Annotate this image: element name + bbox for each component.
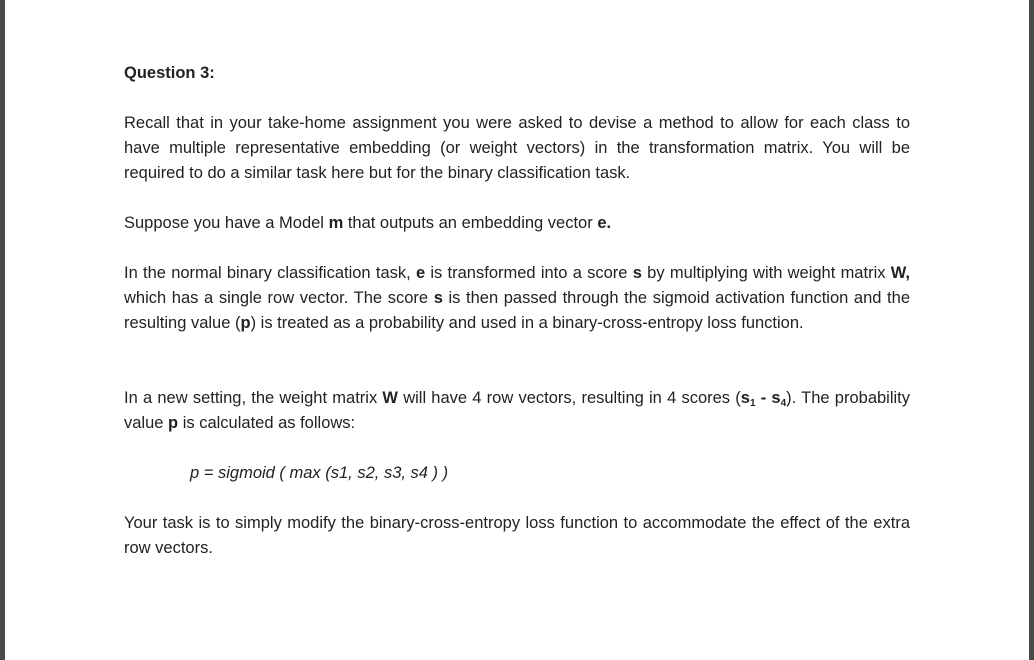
- paragraph-model: [124, 211, 910, 236]
- embedding-symbol: e.: [597, 214, 612, 232]
- score-s1-subscript: 1: [749, 398, 756, 409]
- formula: p = sigmoid ( max (s1, s2, s3, s4 ) ): [190, 464, 449, 482]
- model-text-c: that outputs an embedding vector: [343, 214, 598, 232]
- new-text-i: is calculated as follows:: [178, 414, 356, 432]
- paragraph-normal-task: [124, 261, 910, 336]
- new-text-g: ). The probability value: [124, 389, 911, 432]
- probability-symbol: p: [168, 414, 179, 432]
- range-dash: -: [755, 389, 772, 407]
- weight-matrix-symbol: W,: [890, 264, 910, 282]
- document-page: [5, 0, 1029, 660]
- model-symbol: m: [328, 214, 344, 232]
- score-s4-symbol: [771, 389, 786, 407]
- weight-matrix-symbol: W: [382, 389, 398, 407]
- normal-text-a: In the normal binary classification task,: [124, 264, 416, 282]
- score-s4-letter: s: [771, 389, 781, 407]
- new-text-a: In a new setting, the weight matrix: [124, 389, 383, 407]
- task-text: Your task is to simply modify the binary-cross-entropy loss function to accommodate the effect of the extra row vectors.: [124, 514, 910, 557]
- question-heading: Question 3:: [124, 64, 215, 82]
- model-text-a: Suppose you have a Model: [124, 214, 329, 232]
- paragraph-task: [124, 511, 910, 561]
- normal-text-e: by multiplying with weight matrix: [641, 264, 891, 282]
- score-s4-subscript: 4: [780, 398, 787, 409]
- score-symbol: s: [433, 289, 443, 307]
- normal-text-c: is transformed into a score: [425, 264, 633, 282]
- intro-text: Recall that in your take-home assignment you were asked to devise a method to allow for each class to have multiple representative embedding (or weight vectors) in the transformation matrix. You will be required to do a similar task here but for the binary classification task.: [124, 114, 910, 182]
- normal-text-k: ) is treated as a probability and used in a binary-cross-entropy loss function.: [250, 314, 804, 332]
- probability-symbol: p: [240, 314, 251, 332]
- score-s1-letter: s: [740, 389, 750, 407]
- new-text-c: will have 4 row vectors, resulting in 4 scores (: [397, 389, 741, 407]
- normal-text-g: which has a single row vector. The score: [124, 289, 434, 307]
- embedding-symbol: e: [415, 264, 426, 282]
- normal-text-i: is then passed through the sigmoid activation function and the resulting value (: [124, 289, 910, 332]
- paragraph-intro: [124, 111, 910, 186]
- score-symbol: s: [632, 264, 642, 282]
- score-s1-symbol: [741, 389, 756, 407]
- paragraph-new-setting: [124, 386, 910, 436]
